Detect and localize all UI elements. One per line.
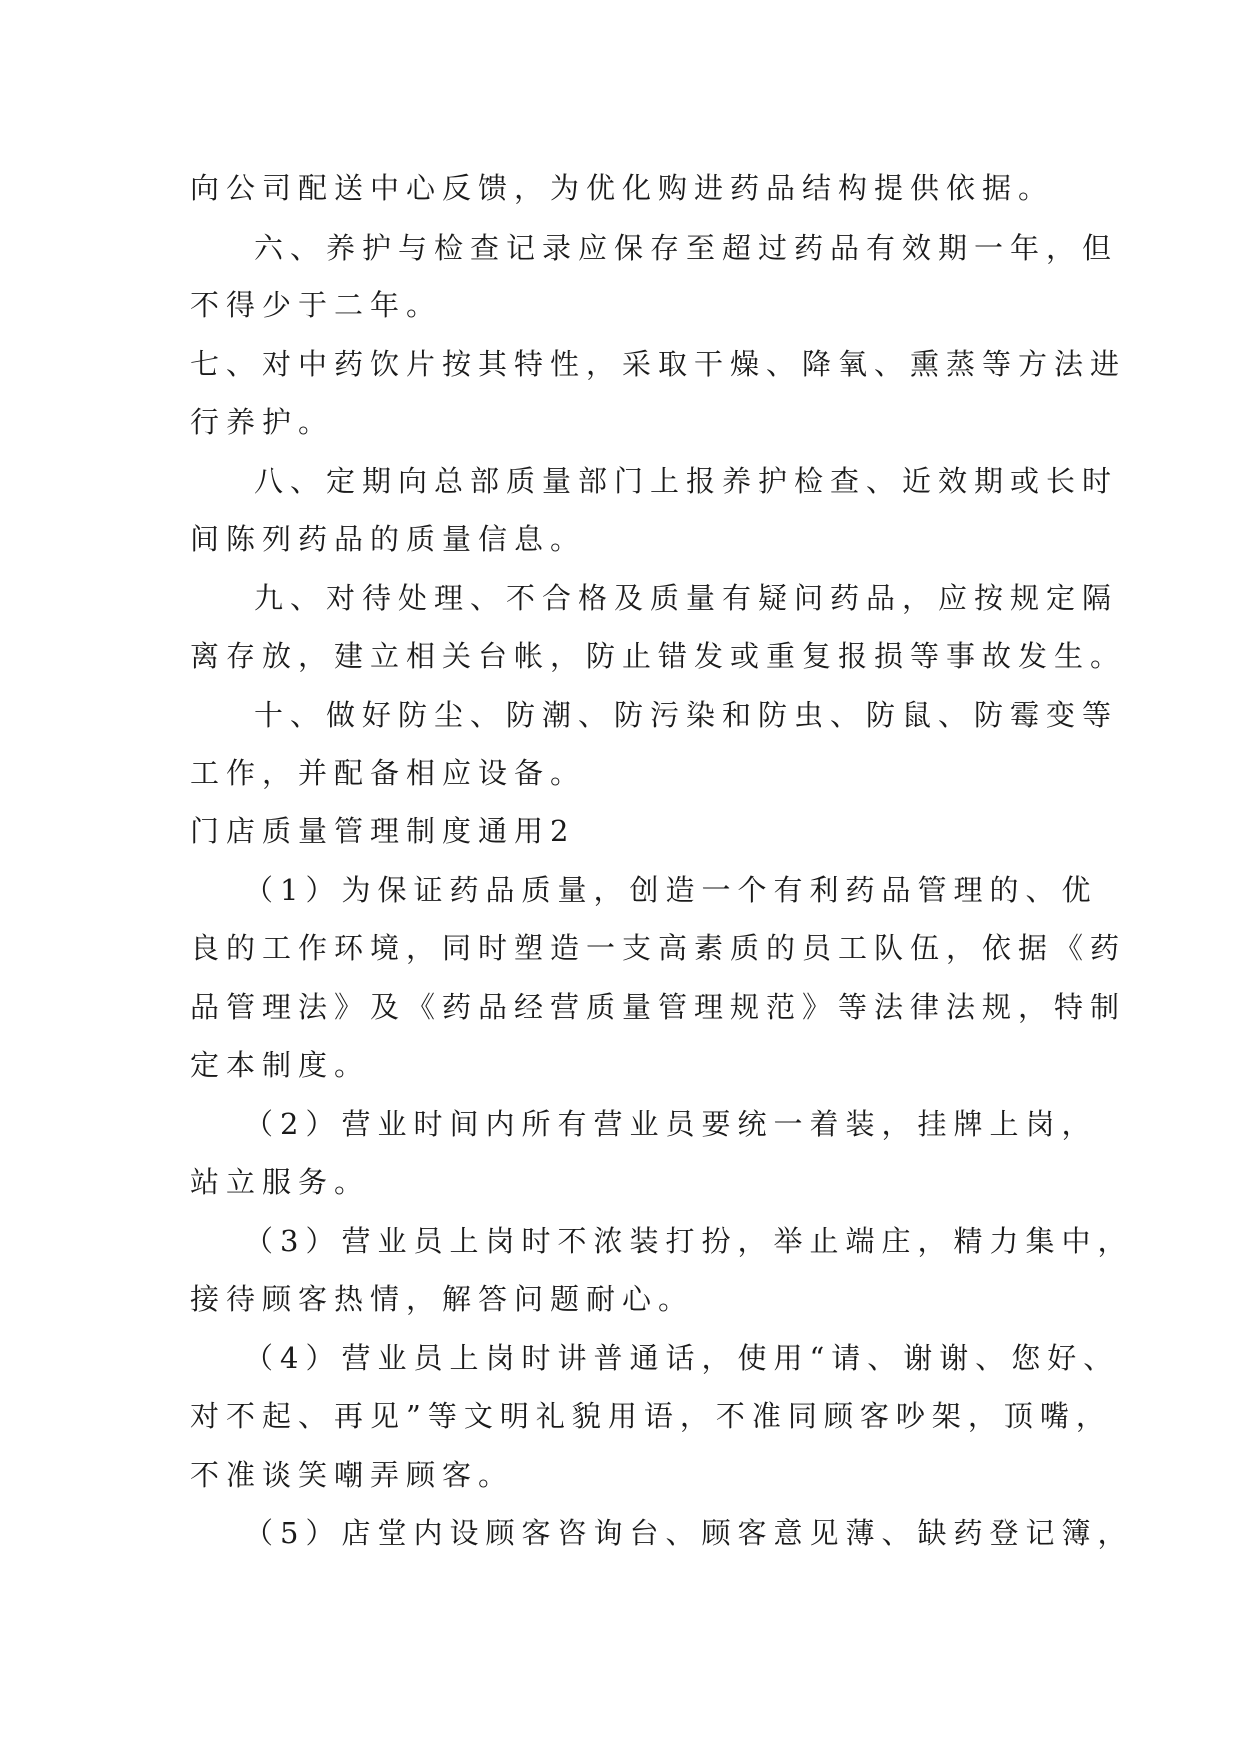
text-line: 九、对待处理、不合格及质量有疑问药品，应按规定隔	[254, 581, 1119, 615]
text-line: 间陈列药品的质量信息。	[190, 522, 587, 556]
text-line: 八、定期向总部质量部门上报养护检查、近效期或长时	[254, 464, 1119, 498]
text-line: 六、养护与检查记录应保存至超过药品有效期一年，但	[254, 231, 1119, 265]
text-line: 对不起、再见”等文明礼貌用语，不准同顾客吵架，顶嘴，	[190, 1399, 1112, 1433]
text-line: 工作，并配备相应设备。	[190, 756, 587, 790]
text-line: 十、做好防尘、防潮、防污染和防虫、防鼠、防霉变等	[254, 698, 1119, 732]
text-line: （2）营业时间内所有营业员要统一着装，挂牌上岗，	[244, 1107, 1098, 1141]
text-line: （1）为保证药品质量，创造一个有利药品管理的、优	[244, 873, 1098, 907]
text-line: 行养护。	[190, 405, 335, 439]
text-line: （3）营业员上岗时不浓装打扮，举止端庄，精力集中，	[244, 1224, 1134, 1258]
text-line: 定本制度。	[190, 1048, 371, 1082]
section-heading: 门店质量管理制度通用2	[190, 814, 576, 848]
text-line: 离存放，建立相关台帐，防止错发或重复报损等事故发生。	[190, 639, 1127, 673]
text-line: 不准谈笑嘲弄顾客。	[190, 1458, 515, 1492]
text-line: 品管理法》及《药品经营质量管理规范》等法律法规，特制	[190, 990, 1127, 1024]
text-line: 不得少于二年。	[190, 288, 443, 322]
text-line: 七、对中药饮片按其特性，采取干燥、降氧、熏蒸等方法进	[190, 347, 1127, 381]
text-line: 向公司配送中心反馈，为优化购进药品结构提供依据。	[190, 171, 1055, 205]
text-line: 良的工作环境，同时塑造一支高素质的员工队伍，依据《药	[190, 931, 1127, 965]
text-line: （4）营业员上岗时讲普通话，使用“请、谢谢、您好、	[244, 1341, 1120, 1375]
text-line: （5）店堂内设顾客咨询台、顾客意见薄、缺药登记簿，	[244, 1516, 1134, 1550]
text-line: 站立服务。	[190, 1165, 371, 1199]
text-line: 接待顾客热情，解答问题耐心。	[190, 1282, 695, 1316]
